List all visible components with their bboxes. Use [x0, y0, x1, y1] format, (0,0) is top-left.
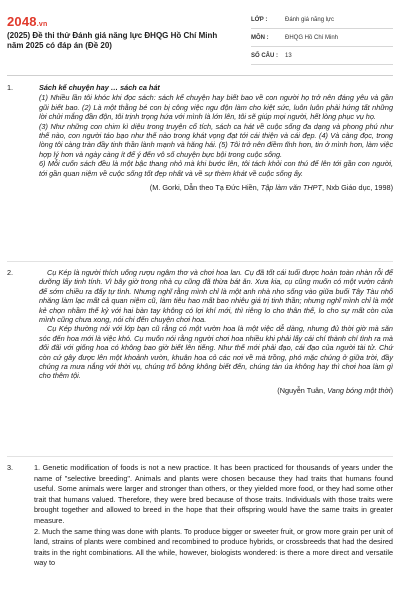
logo-main: 2048 [7, 14, 37, 29]
passage-paragraph: (3) Như những con chim kì diệu trong truyện cổ tích, sách ca hát về cuộc sống đa dạng và phong phú như thế nào, con người táo bạo như thế nào trong khát vọng đạt tới cái thiện và cái đẹp. (4) Và càng đọc, trong lòng tôi càng tràn đầy tinh thần lành mạnh và hăng hái. (5) Tôi trở nên điềm tĩnh hơn, tin ở mình hơn, làm việc hợp lý hơn và ngày càng ít để ý đến vô số chuyện bực bội trong cuộc sống. [39, 121, 393, 159]
source-book: Tập làm văn THPT [260, 183, 323, 193]
passage-paragraph: Cụ Kép thường nói với lớp bạn cũ rằng có một vườn hoa là một việc dễ dàng, nhưng đủ thời giờ mà săn sóc đến hoa mới là việc khó. Cụ muốn nói rằng người chơi hoa nhiều khi phải lấy cái chí thành chí tình ra mà đối đãi với giống hoa có không bao giờ biết lên tiếng. Như thế mới phải đạo, cái đạo của người tài tử. Chứ còn cứ gây được lên một khoảnh vườn, khuân hoa cỏ các nơi về mà trồng, phó mặc chúng ở giữa trời, đầy chúng ra mưa nắng với thời vụ, chúng trổ bông không biết đến, chúng tàn úa không hay thì chơi hoa làm gì cho thêm tội. [39, 324, 393, 381]
header-divider [7, 75, 393, 76]
page-header [0, 0, 400, 68]
passage-paragraph: 2. Much the same thing was done with plants. To produce bigger or sweeter fruit, or grow more grain per unit of land, strains of plants were combined and recombined to produce hybrids, or crossbreeds that had the desired traits in the right combinations. All the while, however, biologists wondered: is there a more direct and versatile way to [34, 526, 393, 568]
question-1 [7, 83, 393, 192]
question-2 [7, 268, 393, 395]
page-title: (2025) Đề thi thử Đánh giá năng lực ĐHQG Hồ Chí Minh năm 2025 có đáp án (Đề 20) [7, 31, 218, 50]
meta-label: LỚP : [251, 17, 268, 23]
question-number: 3. [7, 463, 14, 472]
passage-paragraph: Cụ Kép là người thích uống rượu ngâm thơ và chơi hoa lan. Cụ đã tốt cái tuổi được hoàn toàn nhàn rỗi để dưỡng lấy tinh tính. Vì bây giờ trong nhà cụ cũng đã thừa bát ăn. Xưa kia, cụ cũng muốn có một vườn cảnh để sớm chiều ra đấy tự tình. Nhưng nghĩ rằng mình chỉ là một anh nhà nho sống vào giữa buổi Tây Tàu nhố nhăng làm lạc mất cả quan niệm cũ, làm tiêu hao mất bao nhiêu giá trị tinh thần; nhưng nghĩ mình chỉ là một kẻ chọn nhầm thế kỷ với hai bàn tay không có lợi khí mới, thì riêng lo cho thân thế, lo cho sự mất còn của mình cũng chưa xong, nói chi đến chuyện chơi hoa. [39, 268, 393, 325]
meta-row-class [251, 11, 393, 29]
logo-suffix: .vn [36, 21, 48, 28]
question-divider [7, 456, 393, 457]
source-text: (Nguyễn Tuân, [277, 385, 328, 395]
passage-paragraph: (1) Nhiều lần tôi khóc khi đọc sách: sách kể chuyện hay biết bao về con người họ trở nên đáng yêu và gần gũi biết bao. (2) Là một thằng bé con bị công việc ngu độn làm cho kiệt sức, luôn luôn phải hứng tất những lời chửi mắng đần độn, tôi trịnh trọng hứa với mình là lớn lên, tôi sẽ giúp mọi người, hết lòng phục vụ họ. [39, 93, 393, 122]
source-text: , Nxb Giáo dục, 1998) [322, 183, 393, 193]
meta-value: 13 [285, 53, 292, 59]
source-text: ) [390, 385, 393, 395]
meta-value: Đánh giá năng lực [285, 17, 335, 23]
meta-value: ĐHQG Hồ Chí Minh [285, 35, 339, 41]
source-text: (M. Gorki, Dẫn theo Tạ Đức Hiền, [149, 183, 261, 193]
question-3 [7, 463, 393, 569]
source-book: Vang bóng một thời [327, 385, 391, 395]
meta-label: MÔN : [251, 35, 269, 41]
question-number: 2. [7, 268, 14, 277]
passage-paragraph: 6) Mỗi cuốn sách đều là một bậc thang nhỏ mà khi bước lên, tôi tách khỏi con thú để lên tới gần con người, tới gần quan niệm về cuộc sống tốt đẹp nhất và về sự thèm khát về cuộc sống ấy. [39, 159, 393, 178]
passage-source [39, 386, 393, 395]
meta-row-subject [251, 29, 393, 47]
meta-row-count [251, 47, 393, 65]
meta-label: SỐ CÂU : [251, 53, 278, 59]
passage-paragraph: 1. Genetic modification of foods is not a new practice. It has been practiced for thousands of years under the name of "selective breeding". Animals and plants were chosen because they had traits that humans found useful. Some animals were larger and stronger than others, or they yielded more food, or they had some other trait that humans valued. Therefore, they were bred because of those traits. Individuals with those traits were brought together and allowed to breed in the hope that their offspring would have the same traits in greater measure. [34, 463, 393, 525]
exam-meta [251, 11, 393, 65]
question-divider [7, 261, 393, 262]
passage-title: Sách kể chuyện hay … sách ca hát [39, 83, 160, 92]
site-logo[interactable] [7, 14, 47, 29]
passage-source [39, 183, 393, 192]
question-number: 1. [7, 83, 14, 92]
